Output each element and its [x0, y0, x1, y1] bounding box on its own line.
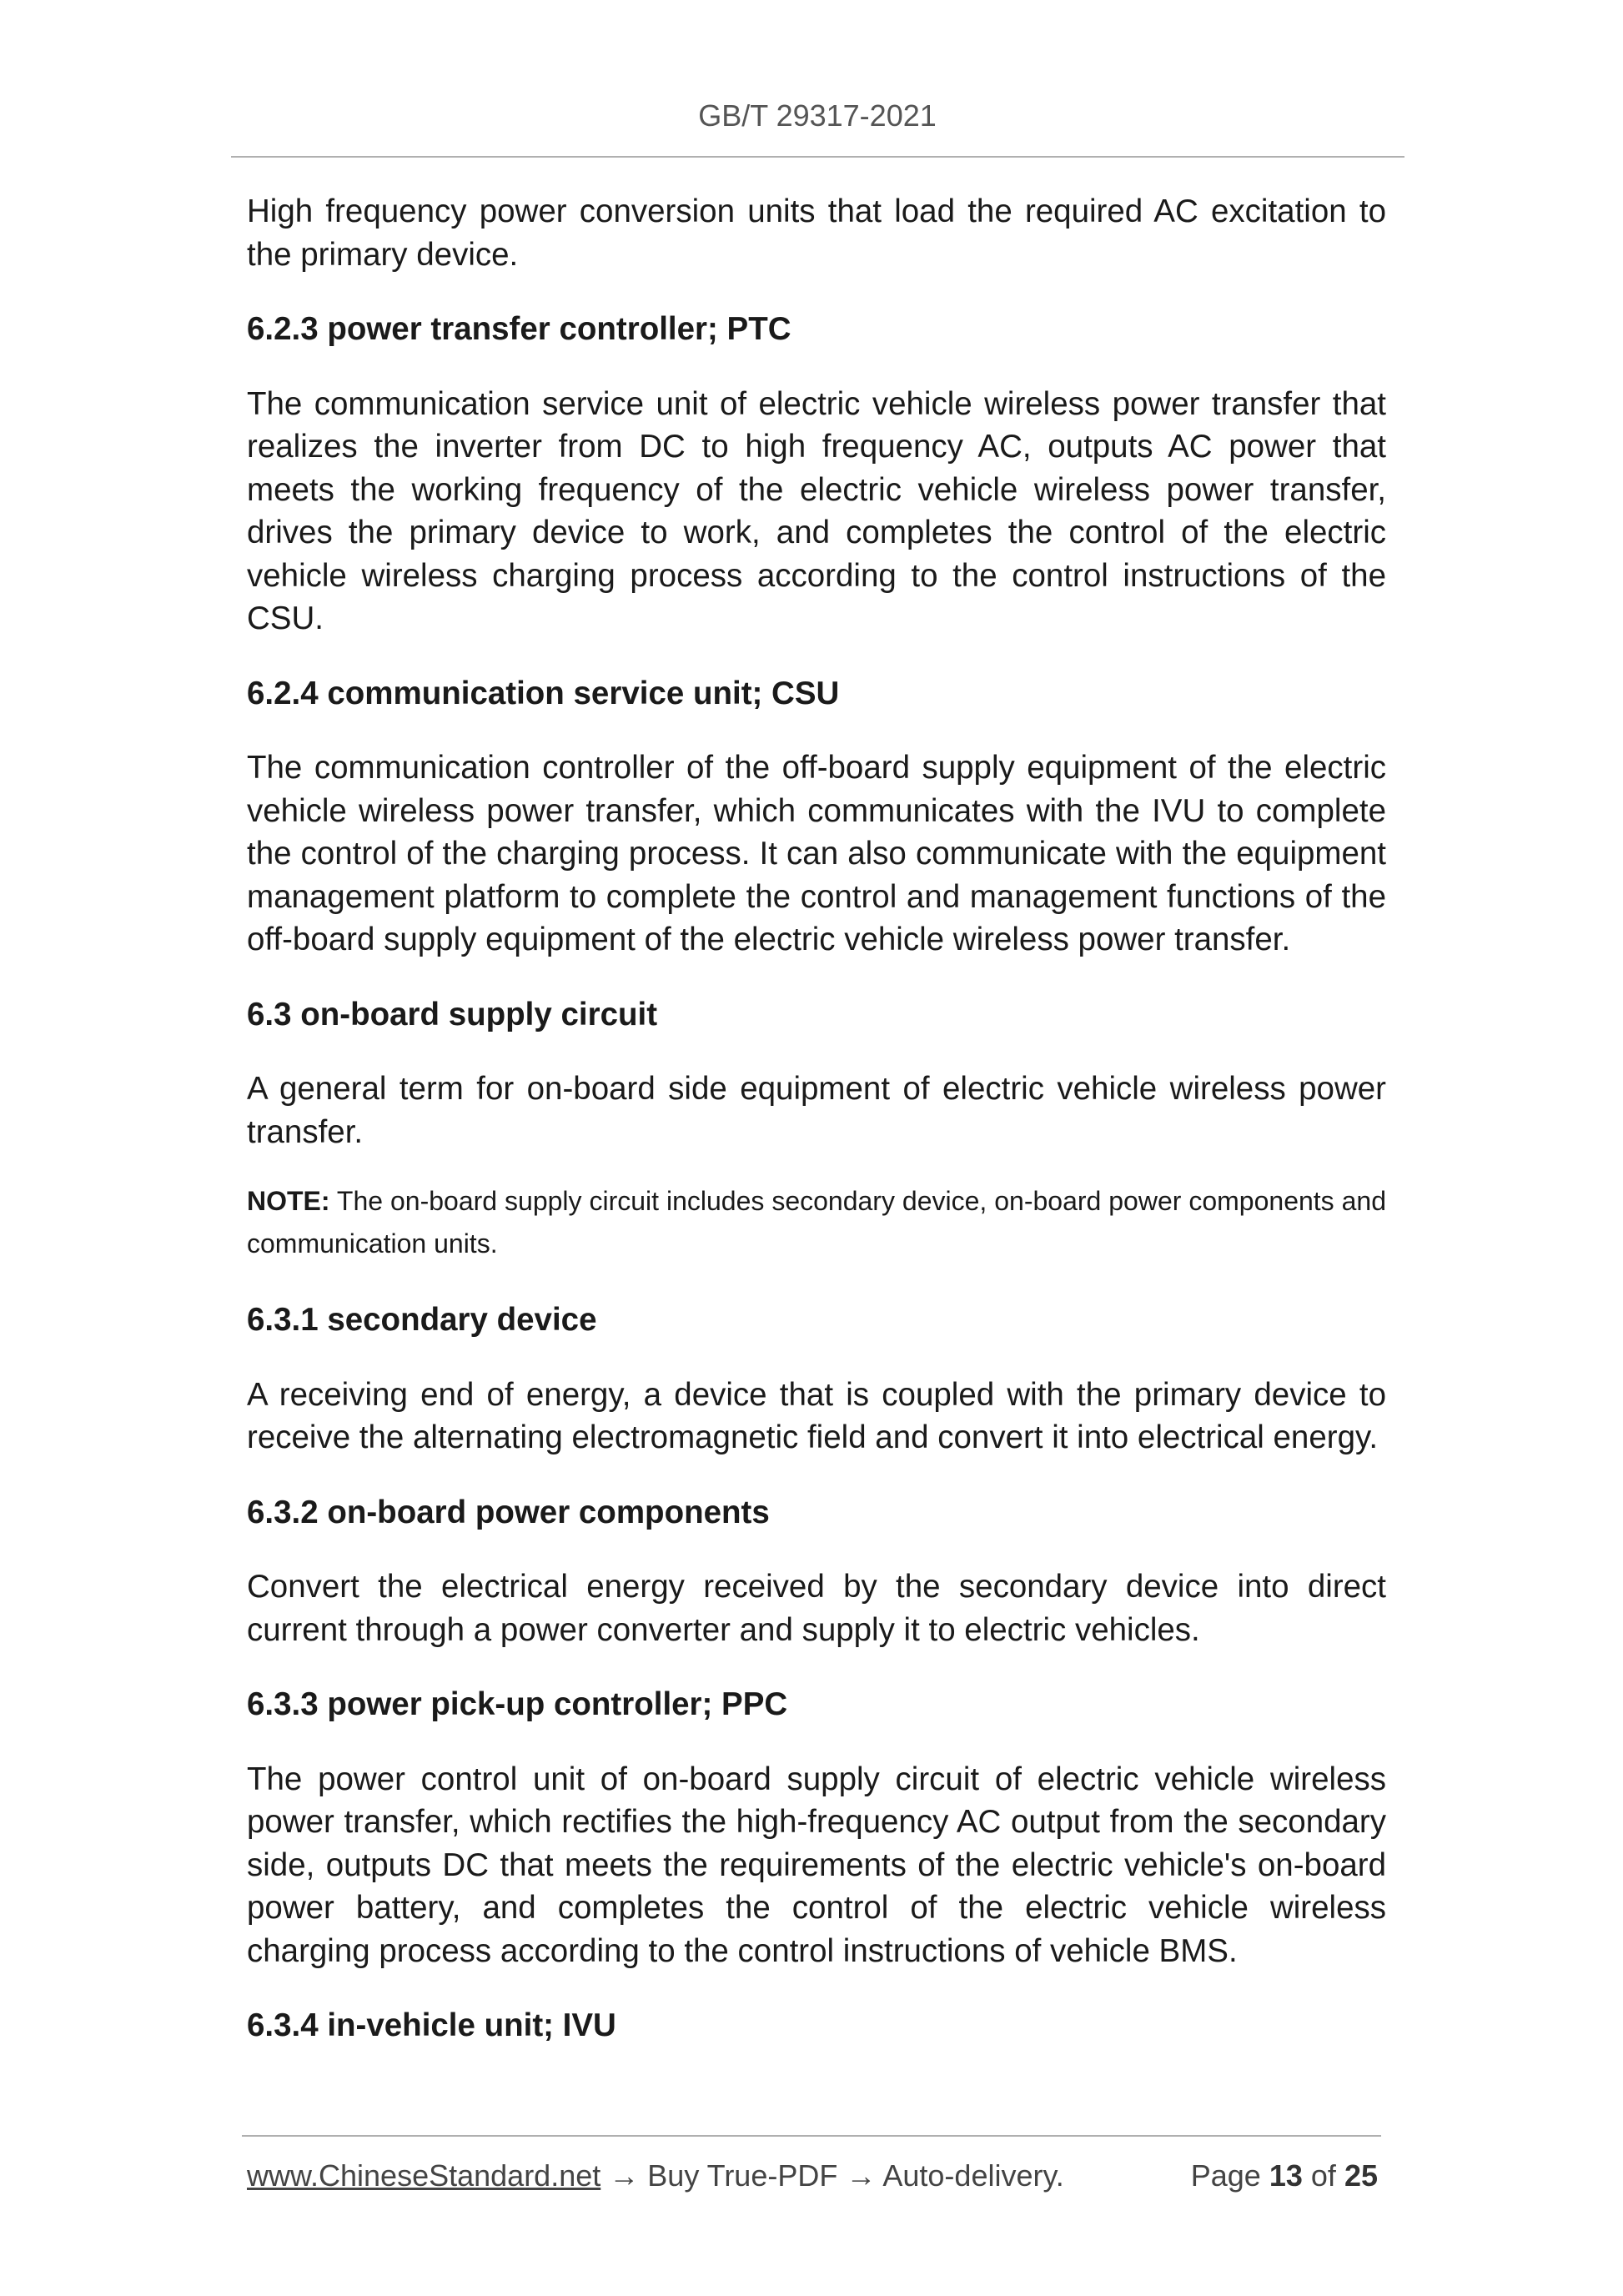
page-label: Page [1190, 2158, 1261, 2193]
document-header-title: GB/T 29317-2021 [698, 98, 937, 133]
section-text-6-2-4: The communication controller of the off-board supply equipment of the electric vehicle wireless power transfer, which communicates with the IVU to complete the control of the charging process. It can also communicate with the equipment management platform to complete the control and management functions of the off-board supply equipment of the electric vehicle wireless power transfer. [247, 750, 1386, 957]
of-label: of [1310, 2158, 1336, 2193]
section-heading-6-2-3: 6.2.3 power transfer controller; PTC [247, 311, 791, 347]
section-heading-6-2-4: 6.2.4 communication service unit; CSU [247, 675, 840, 711]
header-divider [231, 156, 1404, 158]
section-text-6-3: A general term for on-board side equipment of electric vehicle wireless power transfer. [247, 1071, 1386, 1150]
page-total: 25 [1344, 2158, 1378, 2193]
note-label: NOTE: [247, 1186, 330, 1216]
section-text-6-3-1: A receiving end of energy, a device that is coupled with the primary device to receive the alternating electromagnetic field and convert it into electrical energy. [247, 1376, 1386, 1455]
section-heading-6-3-3: 6.3.3 power pick-up controller; PPC [247, 1686, 788, 1722]
document-body [247, 190, 1386, 2079]
page-number [1191, 2157, 1378, 2195]
section-text-6-3-3: The power control unit of on-board supply circuit of electric vehicle wireless power transfer, which rectifies the high-frequency AC output from the secondary side, outputs DC that meets the requirements of the electric vehicle's on-board power battery, and completes the control of the electric vehicle wireless charging process according to the control instructions of vehicle BMS. [247, 1761, 1386, 1969]
footer-promo [247, 2157, 1064, 2195]
section-heading-6-3-1: 6.3.1 secondary device [247, 1302, 597, 1338]
section-heading-6-3-4: 6.3.4 in-vehicle unit; IVU [247, 2007, 616, 2043]
intro-paragraph: High frequency power conversion units that load the required AC excitation to the primary device. [247, 193, 1386, 273]
note-text: The on-board supply circuit includes secondary device, on-board power components and communication units. [247, 1186, 1387, 1259]
auto-delivery-text: Auto-delivery. [882, 2158, 1064, 2193]
arrow-right-icon: → [846, 2158, 877, 2193]
section-text-6-3-2: Convert the electrical energy received by the secondary device into direct current through a power converter and supply it to electric vehicles. [247, 1569, 1386, 1648]
section-heading-6-3-2: 6.3.2 on-board power components [247, 1494, 770, 1530]
section-text-6-2-3: The communication service unit of electric vehicle wireless power transfer that realizes the inverter from DC to high frequency AC, outputs AC power that meets the working frequency of the electric vehicle wireless power transfer, drives the primary device to work, and completes the control of the electric vehicle wireless charging process according to the control instructions of the CSU. [247, 385, 1386, 636]
page-current: 13 [1269, 2158, 1303, 2193]
section-heading-6-3: 6.3 on-board supply circuit [247, 996, 658, 1032]
buy-true-pdf-text: Buy True-PDF [647, 2158, 838, 2193]
arrow-right-icon: → [609, 2158, 640, 2193]
chinesestandard-link[interactable]: www.ChineseStandard.net [247, 2158, 601, 2193]
note-6-3 [247, 1180, 1386, 1265]
footer-divider [242, 2135, 1381, 2137]
